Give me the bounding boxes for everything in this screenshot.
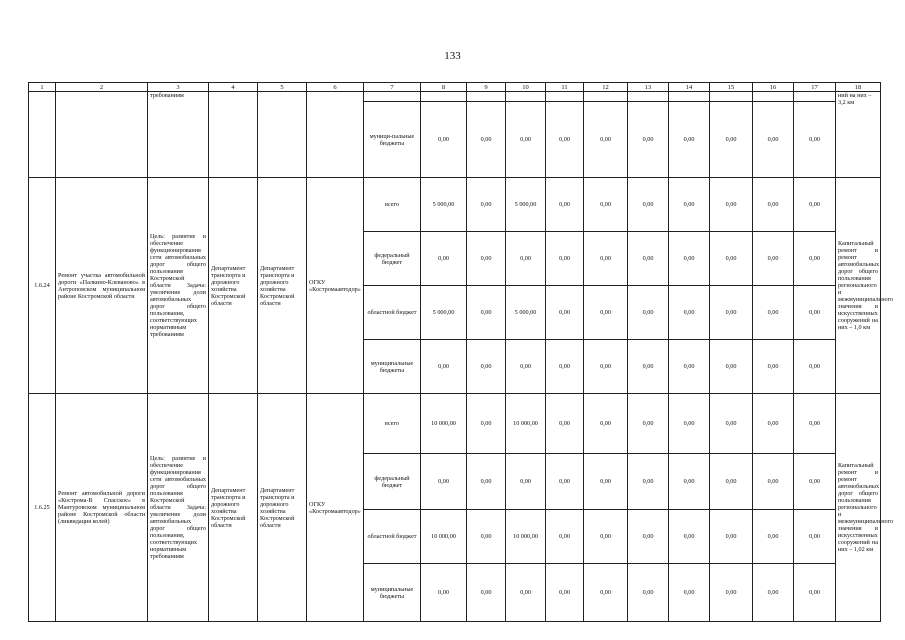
value-cell: 0,00 [421,102,467,178]
budget-table [28,82,894,622]
value-cell: 0,00 [546,178,584,232]
value-cell: 0,00 [584,286,628,340]
value-cell: 0,00 [467,510,506,564]
value-cell: 0,00 [546,232,584,286]
value-cell: 0,00 [628,286,669,340]
column-number: 4 [209,83,258,92]
value-cell: 0,00 [794,178,836,232]
column-number: 9 [467,83,506,92]
funding-row [29,394,881,454]
value-cell: 0,00 [669,510,710,564]
value-cell: 0,00 [584,102,628,178]
column-number-row [29,83,881,92]
value-cell: 0,00 [669,286,710,340]
column-number: 6 [307,83,364,92]
value-cell: 0,00 [546,286,584,340]
value-cell: 0,00 [506,564,546,622]
customer-cell [209,92,258,178]
funding-source-cell: всего [364,394,421,454]
customer-cell: Департамент транспорта и дорожного хозяйства Костромской области [209,178,258,394]
result-cell: Капитальный ремонт и ремонт автомобильных дорог общего пользования регионального и межмуниципального значения и искусственных сооружений на них – 1,02 км [836,394,881,622]
value-cell: 0,00 [669,102,710,178]
funding-source-cell: муниципальные бюджеты [364,564,421,622]
column-number: 13 [628,83,669,92]
value-cell: 0,00 [546,102,584,178]
customer-cell: Департамент транспорта и дорожного хозяйства Костромской области [209,394,258,622]
value-cell: 0,00 [584,178,628,232]
column-number: 7 [364,83,421,92]
value-cell: 0,00 [794,454,836,510]
value-cell: 0,00 [794,394,836,454]
value-cell: 0,00 [669,454,710,510]
value-cell: 0,00 [421,340,467,394]
value-cell: 0,00 [794,286,836,340]
value-cell: 0,00 [546,340,584,394]
funding-row [29,178,881,232]
value-cell: 0,00 [628,340,669,394]
column-number: 18 [836,83,881,92]
value-cell: 0,00 [628,102,669,178]
goal-cell: требованиям [148,92,209,178]
value-cell: 0,00 [753,286,794,340]
value-cell: 0,00 [753,178,794,232]
value-cell: 10 000,00 [421,510,467,564]
value-cell: 0,00 [710,394,753,454]
column-number: 10 [506,83,546,92]
value-cell: 0,00 [710,454,753,510]
executor-cell [307,92,364,178]
continuation-row [29,92,881,102]
value-cell: 0,00 [546,564,584,622]
value-cell: 0,00 [794,102,836,178]
value-cell: 0,00 [506,102,546,178]
value-cell: 0,00 [710,232,753,286]
column-number: 11 [546,83,584,92]
value-cell: 0,00 [467,340,506,394]
value-cell: 0,00 [628,232,669,286]
column-number: 15 [710,83,753,92]
funding-source-cell: областной бюджет [364,510,421,564]
value-cell: 5 000,00 [421,286,467,340]
value-cell: 0,00 [753,394,794,454]
value-cell: 5 000,00 [506,178,546,232]
item-number-cell [29,92,56,178]
coexecutor-cell [258,92,307,178]
value-cell: 0,00 [467,178,506,232]
column-number: 16 [753,83,794,92]
value-cell: 0,00 [546,454,584,510]
value-cell: 0,00 [753,340,794,394]
page-number: 133 [444,50,461,62]
column-number: 1 [29,83,56,92]
funding-source-cell: всего [364,178,421,232]
executor-cell: ОГКУ «Костромаавтодор» [307,394,364,622]
value-cell: 0,00 [467,232,506,286]
value-cell: 0,00 [794,510,836,564]
value-cell: 0,00 [628,510,669,564]
value-cell: 0,00 [628,178,669,232]
value-cell: 0,00 [546,394,584,454]
coexecutor-cell: Департамент транспорта и дорожного хозяйства Костромской области [258,394,307,622]
value-cell: 0,00 [669,232,710,286]
value-cell: 0,00 [467,564,506,622]
goal-cell: Цель: развитие и обеспечение функционирования сети автомобильных дорог общего пользования Костромской области Задача: увеличение доли автомобильных дорог общего пользования, соответствующих нормативным требованиям [148,178,209,394]
value-cell: 0,00 [506,454,546,510]
value-cell: 0,00 [710,286,753,340]
value-cell: 0,00 [506,232,546,286]
column-number: 5 [258,83,307,92]
value-cell: 5 000,00 [506,286,546,340]
value-cell: 0,00 [710,102,753,178]
column-number: 8 [421,83,467,92]
funding-source-cell: федеральный бюджет [364,454,421,510]
item-name-cell: Ремонт автомобильной дороги «Кострома-В Спасское» в Мантуровском муниципальном районе Костромской области (ликвидация колей) [56,394,148,622]
item-number-cell: 1.6.24 [29,178,56,394]
value-cell: 0,00 [794,340,836,394]
value-cell: 0,00 [669,394,710,454]
column-number: 17 [794,83,836,92]
value-cell: 0,00 [628,394,669,454]
goal-cell: Цель: развитие и обеспечение функционирования сети автомобильных дорог общего пользования Костромской области Задача: увеличение доли автомобильных дорог общего пользования, соответствующих нормативным требованиям [148,394,209,622]
value-cell: 0,00 [584,454,628,510]
result-cell: Капитальный ремонт и ремонт автомобильных дорог общего пользования регионального и межмуниципального значения и искусственных сооружений на них – 1,0 км [836,178,881,394]
value-cell: 10 000,00 [506,394,546,454]
column-number: 14 [669,83,710,92]
value-cell: 0,00 [584,394,628,454]
value-cell: 0,00 [628,454,669,510]
value-cell: 0,00 [753,232,794,286]
coexecutor-cell: Департамент транспорта и дорожного хозяйства Костромской области [258,178,307,394]
value-cell: 0,00 [710,340,753,394]
funding-source-cell [364,92,421,102]
value-cell: 0,00 [584,510,628,564]
value-cell: 0,00 [506,340,546,394]
value-cell: 0,00 [628,564,669,622]
value-cell: 0,00 [753,564,794,622]
value-cell: 0,00 [794,564,836,622]
value-cell: 0,00 [421,232,467,286]
result-cell: ний на них –3,2 км [836,92,881,178]
value-cell: 5 000,00 [421,178,467,232]
value-cell: 0,00 [467,102,506,178]
value-cell: 0,00 [467,454,506,510]
value-cell: 0,00 [669,564,710,622]
value-cell: 10 000,00 [421,394,467,454]
value-cell: 0,00 [467,286,506,340]
column-number: 3 [148,83,209,92]
value-cell: 0,00 [467,394,506,454]
funding-source-cell: федеральный бюджет [364,232,421,286]
value-cell: 0,00 [421,564,467,622]
value-cell: 0,00 [584,232,628,286]
value-cell: 0,00 [710,564,753,622]
value-cell: 0,00 [753,454,794,510]
value-cell: 0,00 [753,510,794,564]
column-number: 2 [56,83,148,92]
value-cell: 0,00 [584,340,628,394]
value-cell: 0,00 [753,102,794,178]
value-cell: 10 000,00 [506,510,546,564]
funding-source-cell: муници-пальные бюджеты [364,102,421,178]
executor-cell: ОГКУ «Костромаавтодор» [307,178,364,394]
value-cell: 0,00 [546,510,584,564]
value-cell: 0,00 [421,454,467,510]
column-number: 12 [584,83,628,92]
value-cell: 0,00 [669,340,710,394]
value-cell: 0,00 [710,178,753,232]
funding-source-cell: областной бюджет [364,286,421,340]
item-name-cell [56,92,148,178]
item-name-cell: Ремонт участка автомобильной дороги «Палкино-Клеваново» в Антроповском муниципальном районе Костромской области [56,178,148,394]
funding-source-cell: муниципальные бюджеты [364,340,421,394]
value-cell: 0,00 [669,178,710,232]
value-cell: 0,00 [584,564,628,622]
item-number-cell: 1.6.25 [29,394,56,622]
value-cell: 0,00 [794,232,836,286]
value-cell: 0,00 [710,510,753,564]
